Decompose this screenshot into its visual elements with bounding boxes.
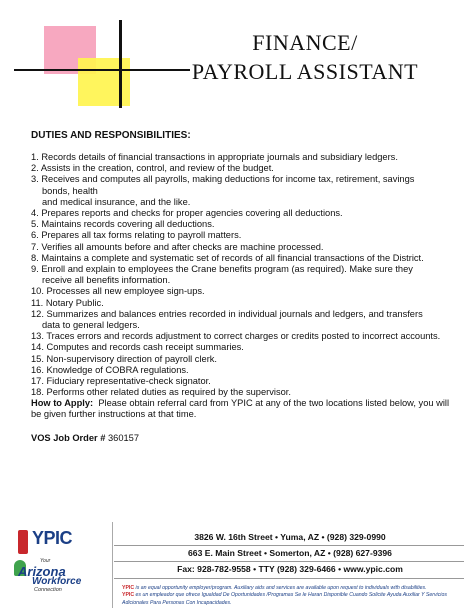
footer-addresses bbox=[120, 528, 460, 577]
logo-connection-text: Connection bbox=[34, 587, 62, 593]
vos-job-order bbox=[31, 433, 139, 443]
logo-arizona-text: Arizona bbox=[18, 564, 66, 579]
title-line-1: FINANCE/ bbox=[252, 30, 358, 55]
duty-item: 16. Knowledge of COBRA regulations. bbox=[31, 364, 189, 375]
duty-item: 7. Verifies all amounts before and after checks are machine processed. bbox=[31, 241, 324, 252]
duty-item: 14. Computes and records cash receipt summaries. bbox=[31, 342, 244, 353]
logo-ypic-text: YPIC bbox=[32, 528, 73, 548]
duty-item: 6. Prepares all tax forms relating to payroll matters. bbox=[31, 230, 242, 241]
how-to-apply-label: How to Apply: bbox=[31, 398, 94, 408]
duty-item: 18. Performs other related duties as required by the supervisor. bbox=[31, 387, 291, 398]
duty-item: 17. Fiduciary representative-check signator. bbox=[31, 376, 211, 387]
address-somerton: 663 E. Main Street • Somerton, AZ • (928) 627-9396 bbox=[188, 548, 392, 558]
eo-brand: YPIC bbox=[122, 585, 135, 591]
footer-divider bbox=[112, 522, 113, 608]
footer-rule bbox=[114, 578, 464, 579]
duty-item-continuation: data to general ledgers. bbox=[42, 320, 140, 331]
duty-item: 11. Notary Public. bbox=[31, 297, 104, 308]
duty-item: 3. Receives and computes all payrolls, making deductions for income tax, retirement, savings bbox=[31, 174, 415, 185]
how-to-apply-text: Please obtain referral card from YPIC at any of the two locations listed below, you will be given further instructions at that time. bbox=[31, 398, 450, 420]
eo-brand: YPIC bbox=[122, 592, 135, 599]
logo-workforce-text: Workforce bbox=[32, 576, 82, 587]
duty-item: 4. Prepares reports and checks for proper agencies covering all deductions. bbox=[31, 208, 343, 219]
footer-rule bbox=[114, 561, 464, 562]
footer-rule bbox=[114, 545, 464, 546]
duty-item-continuation: bonds, health bbox=[42, 185, 98, 196]
logo-red-bar bbox=[18, 530, 28, 554]
duty-item: 5. Maintains records covering all deductions. bbox=[31, 219, 215, 230]
yellow-block bbox=[78, 58, 130, 106]
eo-spanish: es un empleador que ofrece Igualdad De Oportunidades /Programas Se le Haran Disponible Cuando Solicite Ayuda Auxiliar Y Servicios Adicionales Para Personas Con Incapacidades. bbox=[122, 592, 447, 606]
duties-list bbox=[31, 152, 456, 398]
logo-your-text: Your bbox=[40, 558, 51, 564]
ypic-logo bbox=[8, 528, 82, 608]
duty-item: 8. Maintains a complete and systematic set of records of all financial transactions of the District. bbox=[31, 252, 424, 263]
vos-label: VOS Job Order # bbox=[31, 433, 106, 443]
duty-item: 9. Enroll and explain to employees the Crane benefits program (as required). Make sure they bbox=[31, 264, 413, 275]
page-title bbox=[160, 28, 450, 86]
how-to-apply bbox=[31, 398, 456, 420]
vos-number: 360157 bbox=[108, 433, 140, 443]
eo-english: is an equal opportunity employer/program. Auxiliary aids and services are available upon request to individuals with disabilities. bbox=[134, 585, 427, 591]
duty-item: 13. Traces errors and records adjustment to correct charges or credits posted to incorrect accounts. bbox=[31, 331, 441, 342]
duty-item: 10. Processes all new employee sign-ups. bbox=[31, 286, 205, 297]
duty-item: 2. Assists in the creation, control, and review of the budget. bbox=[31, 163, 274, 174]
duty-item-continuation: receive all benefits information. bbox=[42, 275, 171, 286]
duty-item: 12. Summarizes and balances entries recorded in individual journals and ledgers, and transfers bbox=[31, 308, 423, 319]
contact-line: Fax: 928-782-9558 • TTY (928) 329-6466 • www.ypic.com bbox=[177, 564, 403, 574]
title-line-2: PAYROLL ASSISTANT bbox=[191, 59, 419, 84]
duties-heading: DUTIES AND RESPONSIBILITIES: bbox=[31, 130, 191, 141]
duty-item: 15. Non-supervisory direction of payroll clerk. bbox=[31, 353, 218, 364]
duty-item: 1. Records details of financial transactions in appropriate journals and subsidiary ledgers. bbox=[31, 152, 398, 162]
equal-opportunity-statement bbox=[122, 585, 467, 607]
duty-item-continuation: and medical insurance, and the like. bbox=[42, 196, 191, 207]
vertical-rule bbox=[119, 20, 122, 108]
address-yuma: 3826 W. 16th Street • Yuma, AZ • (928) 329-0990 bbox=[194, 532, 386, 542]
